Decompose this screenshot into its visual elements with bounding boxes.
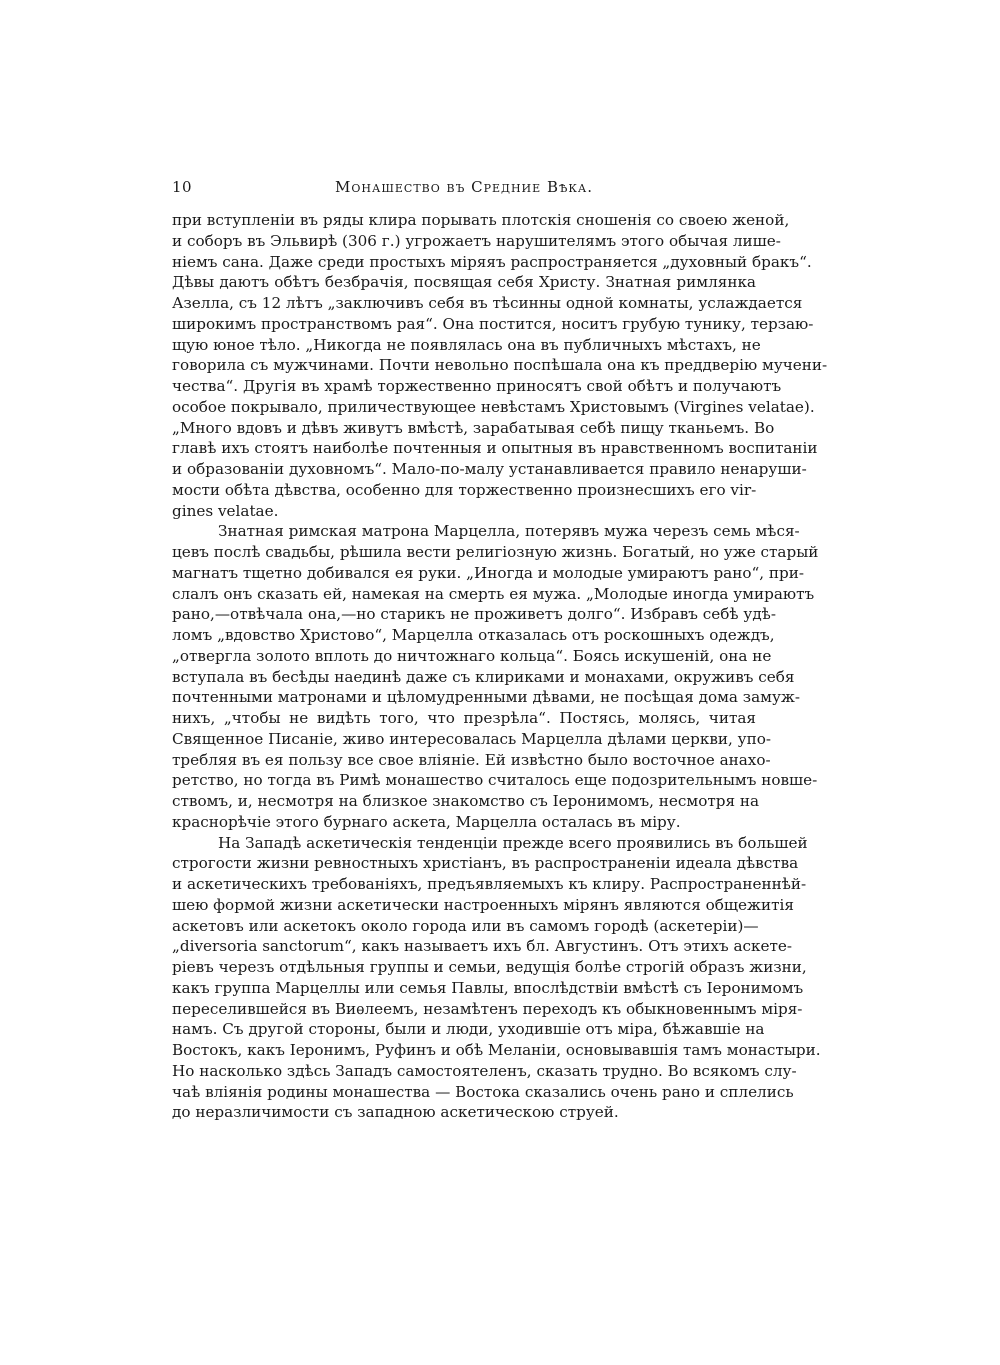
page-header: [172, 178, 756, 202]
text-line: требляя въ ея пользу все свое вліяніе. Ей извѣстно было восточное анахо-: [172, 750, 771, 769]
text-line: намъ. Съ другой стороны, были и люди, уходившіе отъ міра, бѣжавшіе на: [172, 1020, 765, 1039]
text-line: шею формой жизни аскетически настроенныхъ мірянъ являются общежитія: [172, 895, 794, 914]
text-line: почтенными матронами и цѣломудренными дѣвами, не посѣщая дома замуж-: [172, 688, 800, 707]
text-line: при вступленіи въ ряды клира порывать плотскія сношенія со своею женой,: [172, 211, 790, 229]
text-line: gines velatae.: [172, 501, 279, 520]
text-line: Востокъ, какъ Іеронимъ, Руфинъ и обѣ Меланіи, основывавшія тамъ монастыри.: [172, 1041, 821, 1059]
text-line: и соборъ въ Эльвирѣ (306 г.) угрожаетъ нарушителямъ этого обычая лише-: [172, 231, 781, 250]
text-line: строгости жизни ревностныхъ христіанъ, въ распространеніи идеала дѣвства: [172, 854, 799, 873]
text-line: вступала въ бесѣды наединѣ даже съ клириками и монахами, окруживъ себя: [172, 667, 795, 686]
text-line: какъ группа Марцеллы или семья Павлы, впослѣдствіи вмѣстѣ съ Іеронимомъ: [172, 978, 804, 997]
text-line: „отвергла золото вплоть до ничтожнаго кольца“. Боясь искушеній, она не: [172, 646, 772, 665]
text-line: щую юное тѣло. „Никогда не появлялась она въ публичныхъ мѣстахъ, не: [172, 335, 761, 354]
text-line: краснорѣчіе этого бурнаго аскета, Марцелла осталась въ міру.: [172, 812, 681, 831]
text-line: Азелла, съ 12 лѣтъ „заключивъ себя въ тѣсинны одной комнаты, услаждается: [172, 294, 803, 312]
text-line: аскетовъ или аскетокъ около города или въ самомъ городѣ (аскетеріи)—: [172, 916, 759, 935]
text-line: говорила съ мужчинами. Почти невольно поспѣшала она къ преддверію мучени-: [172, 356, 828, 375]
text-line: слалъ онъ сказать ей, намекая на смерть ея мужа. „Молодые иногда умираютъ: [172, 584, 815, 603]
text-line: „Много вдовъ и дѣвъ живутъ вмѣстѣ, зарабатывая себѣ пищу тканьемъ. Во: [172, 418, 775, 437]
text-line: Дѣвы даютъ обѣтъ безбрачія, посвящая себя Христу. Знатная римлянка: [172, 273, 756, 292]
text-line: и аскетическихъ требованіяхъ, предъявляемыхъ къ клиру. Распространеннѣй-: [172, 875, 807, 893]
text-line: до неразличимости съ западною аскетическою струей.: [172, 1103, 619, 1122]
text-line: Священное Писаніе, живо интересовалась Марцелла дѣлами церкви, упо-: [172, 729, 772, 748]
text-line: „diversoria sanctorum“, какъ называетъ ихъ бл. Августинъ. Отъ этихъ аскете-: [172, 937, 793, 956]
text-line: ствомъ, и, несмотря на близкое знакомство съ Іеронимомъ, несмотря на: [172, 792, 760, 810]
text-line: ріевъ черезъ отдѣльныя группы и семьи, ведущія болѣе строгій образъ жизни,: [172, 958, 807, 976]
text-line: главѣ ихъ стоятъ наиболѣе почтенныя и опытныя въ нравственномъ воспитаніи: [172, 439, 818, 458]
body-text: [172, 210, 828, 1123]
page-number: 10: [172, 178, 193, 196]
text-line: нихъ, „чтобы не видѣть того, что презрѣла“. Постясь, молясь, читая: [172, 709, 756, 727]
text-line: Знатная римская матрона Марцелла, потерявъ мужа черезъ семь мѣся-: [218, 522, 800, 541]
text-line: и образованіи духовномъ“. Мало-по-малу устанавливается правило ненаруши-: [172, 460, 807, 478]
text-line: цевъ послѣ свадьбы, рѣшила вести религіозную жизнь. Богатый, но уже старый: [172, 543, 819, 561]
text-line: ломъ „вдовство Христово“, Марцелла отказалась отъ роскошныхъ одеждъ,: [172, 626, 775, 644]
text-line: чества“. Другія въ храмѣ торжественно приносятъ свой обѣтъ и получаютъ: [172, 377, 782, 395]
text-line: особое покрывало, приличествующее невѣстамъ Христовымъ (Virgines velatae).: [172, 397, 815, 416]
paragraph-3: [172, 833, 821, 1124]
text-line: чаѣ вліянія родины монашества — Востока сказались очень рано и сплелись: [172, 1082, 794, 1101]
text-line: ретство, но тогда въ Римѣ монашество считалось еще подозрительнымъ новше-: [172, 771, 818, 790]
text-line: широкимъ пространствомъ рая“. Она поститcя, носитъ грубую тунику, терзаю-: [172, 314, 814, 333]
paragraph-2: [172, 521, 819, 832]
text-line: переселившейся въ Виѳлеемъ, незамѣтенъ переходъ къ обыкновеннымъ міря-: [172, 999, 803, 1018]
text-line: рано,—отвѣчала она,—но старикъ не проживетъ долго“. Избравъ себѣ удѣ-: [172, 605, 776, 624]
text-line: мости обѣта дѣвства, особенно для торжественно произнесшихъ его vir-: [172, 480, 757, 499]
text-line: ніемъ сана. Даже среди простыхъ міряяъ распространяется „духовный бракъ“.: [172, 252, 812, 271]
text-line: Но насколько здѣсь Западъ самостоятеленъ, сказать трудно. Во всякомъ слу-: [172, 1061, 797, 1080]
text-line: магнатъ тщетно добивался ея руки. „Иногда и молодые умираютъ рано“, при-: [172, 563, 805, 582]
running-title: Монашество въ Средние Вѣка.: [335, 178, 593, 196]
paragraph-1: [172, 210, 828, 521]
text-line: На Западѣ аскетическія тенденціи прежде всего проявились въ большей: [218, 833, 808, 852]
